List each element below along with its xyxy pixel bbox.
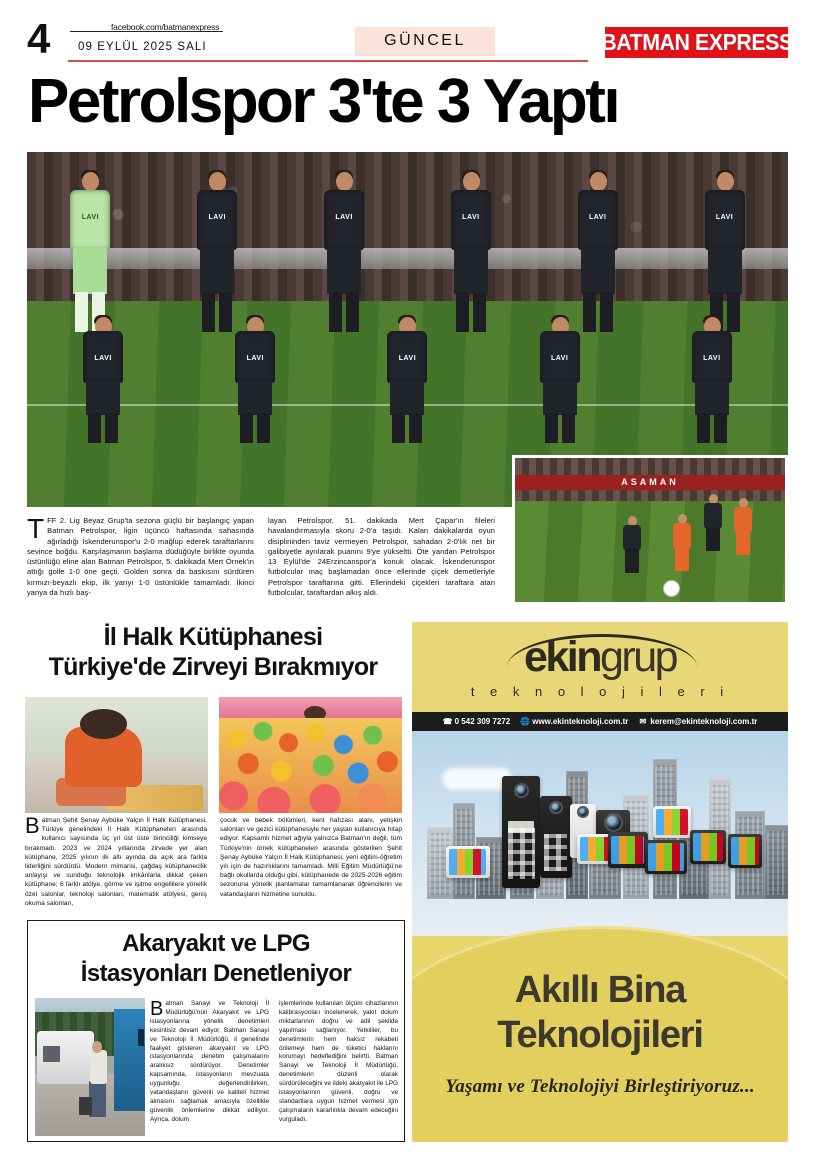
ad-contact-bar xyxy=(412,712,788,731)
inset-player-orange xyxy=(665,514,699,584)
ad-website[interactable] xyxy=(520,717,628,726)
ad-product-devices xyxy=(412,782,788,947)
library-headline-line-1: İl Halk Kütüphanesi xyxy=(103,623,323,651)
lpg-story-column-2 xyxy=(279,1000,398,1125)
lpg-story-photo xyxy=(35,998,145,1136)
lpg-story-paragraph xyxy=(150,1000,269,1125)
player-figure xyxy=(376,317,438,507)
indoor-monitor-device xyxy=(728,834,762,868)
ad-website-url: www.ekinteknoloji.com.tr xyxy=(532,717,629,726)
wall-touch-panel xyxy=(653,806,691,838)
ad-headline-line-2: Teknolojileri xyxy=(497,1014,703,1056)
lpg-story-text-1: atman Sanayi ve Teknoloji İl Müdürlüğü'nün Akaryakıt ve LPG istasyonlarına yönelik denetimleri kesintisiz devam ediyor. Batman Sanayi ve Teknoloji İl Müdürlüğü, il genelinde faaliyet gösteren akaryakıt ve LPG istasyonlarında denetim çalışmalarını aralıksız sürdürüyor. Denetimler kapsamında, istasyonların mevzuata uygunluğu değerlendirilirken, vatandaşların güvenli ve kaliteli hizmet almasını sağlamak amacıyla özellikle güvenlik önlemlerine dikkat ediliyor. Ayrıca, dolum xyxy=(150,1000,269,1123)
football-ball xyxy=(663,580,680,597)
lpg-headline-line-2: İstasyonları Denetleniyor xyxy=(80,960,352,987)
dropcap: B xyxy=(25,813,40,838)
ad-phone[interactable] xyxy=(443,717,511,726)
ad-brand-subtitle: t e k n o l o j i l e r i xyxy=(470,684,730,699)
camera-lens-icon xyxy=(551,803,561,813)
lpg-story-headline xyxy=(34,929,398,989)
camera-lens-icon xyxy=(606,815,621,830)
ad-brand-logo xyxy=(412,634,788,680)
ad-phone-number: 0 542 309 7272 xyxy=(454,717,511,726)
lead-story-photo xyxy=(27,152,788,507)
lpg-story-body xyxy=(150,1000,398,1125)
library-story-column-2 xyxy=(220,816,402,908)
player-figure xyxy=(72,317,134,507)
lead-story-column-2 xyxy=(268,516,495,598)
ad-email-address: kerem@ekinteknoloji.com.tr xyxy=(650,717,758,726)
dropcap: B xyxy=(150,998,164,1020)
lpg-story-column-1 xyxy=(150,1000,269,1125)
lead-story-body xyxy=(27,513,495,598)
lead-story-paragraph: layan Petrolspor, 51. dakikada Mert Çapar'ın fileleri havalandırmasıyla skoru 2-0'a taşıdı. Kalan dakikalarda oyun disiplininden taviz vermeyen Petrolspor, sahadan 2-0'lık net bir galibiyetle ayrılarak puanını 9'ye yükseltti. Öte yandan Petrolspor 13 Eylül'de 24Erzincanspor'a konuk olacak. İskenderunspor futbolcular maç başlamadan önce ellerinde çiçek demetleriyle Petrolspor taraftarına gitti. Ellerindeki çiçekleri taraftara atan futbolcular, taraftardan alkış aldı. xyxy=(268,516,495,598)
masthead xyxy=(0,0,815,70)
camera-lens-icon xyxy=(579,808,587,816)
lead-story-paragraph xyxy=(27,513,254,598)
indoor-monitor-device xyxy=(645,840,687,874)
envelope-icon: ✉ xyxy=(639,717,647,726)
phone-icon: ☎ xyxy=(442,717,453,726)
library-story-text-1: atman Şehit Şenay Aybüke Yalçın İl Halk Kütüphanesi, Türkiye genelindeki İl Halk Kütüphaneleri arasında kullanıcı sayısında üç yıl üst üste birinciliği kimseye bırakmadı. 2023 ve 2024 yıllarında zirvede yer alan kütüphane, 2025 yılının ilk altı ayında da açık ara farkla liderliğini sürdürdü. Modern mimarisi, çağdaş kütüphanecilik anlayışı ve sunduğu teknolojik imkânlarla dikkat çeken kütüphane; 6 farklı atölye, görme ve işitme engellilere yönelik özel salonlar, teknoloji salonları, matematik atölyesi, geniş okuma salonları, xyxy=(25,817,207,907)
section-title: GÜNCEL xyxy=(384,32,466,49)
player-figure xyxy=(224,317,286,507)
lpg-story-paragraph: işlemlerinde kullanılan ölçüm cihazlarının kalibrasyonları incelenerek, yakıt dolum miktarlarının doğru ve adil şekilde yapılması sağlanıyor. Yetkililer, bu denetimlerin hem haksız rekabeti önlemeyi hem de tüketici haklarını korumayı hedeflediğini belirtti. Batman Sanayi ve Teknoloji İl Müdürlüğü, denetimlerin düzenli olarak sürdürüleceğini ve ildeki akaryakıt ile LPG istasyonlarının güvenli, doğru ve standartlara uygun hizmet vermesi için çalışmaların kararlılıkla devam edeceğini vurguladı. xyxy=(279,1000,398,1123)
dropcap: T xyxy=(27,513,45,544)
page-number: 4 xyxy=(27,15,50,62)
keypad-buttons xyxy=(544,834,567,872)
library-headline-line-2: Türkiye'de Zirveyi Bırakmıyor xyxy=(48,653,378,681)
globe-icon: 🌐 xyxy=(520,717,531,726)
library-story-headline xyxy=(24,622,402,682)
advertisement-ekin-grup[interactable] xyxy=(412,622,788,1142)
library-photo-ball-pit xyxy=(219,697,402,813)
library-photo-child-playing xyxy=(25,697,208,813)
publication-date: 09 EYLÜL 2025 SALI xyxy=(78,41,207,53)
ad-logo-area xyxy=(412,622,788,708)
ad-email[interactable] xyxy=(638,717,757,726)
logo-express: EXPRESS xyxy=(694,29,793,55)
library-story-body xyxy=(25,813,402,908)
intercom-panel-device xyxy=(540,796,572,878)
indoor-monitor-device xyxy=(608,832,648,868)
keypad-buttons xyxy=(508,828,535,880)
desktop-tablet-device xyxy=(446,846,490,878)
inset-player-orange xyxy=(730,498,756,550)
facebook-url[interactable]: facebook.com/batmanexpress xyxy=(111,22,220,32)
library-story-column-1 xyxy=(25,813,207,908)
indoor-monitor-device xyxy=(690,830,726,864)
lpg-headline-line-1: Akaryakıt ve LPG xyxy=(122,930,310,957)
library-story-paragraph xyxy=(25,813,207,908)
camera-lens-icon xyxy=(516,785,527,796)
newspaper-logo-text xyxy=(601,29,793,56)
lead-story-inset-photo xyxy=(512,455,788,605)
newspaper-logo[interactable] xyxy=(600,27,793,58)
indoor-monitor-device xyxy=(577,834,611,864)
intercom-panel-device xyxy=(502,776,540,888)
library-story-photos xyxy=(25,697,402,813)
inset-player-dark xyxy=(615,516,649,584)
ad-brand-grup: grup xyxy=(599,633,677,681)
library-story-paragraph: çocuk ve bebek bölümleri, kent hafızası alanı, yetişkin salonları ve gezici kütüphanesiyle her yaştan kullanıcıya hitap ediyor. Kapsamlı hizmet ağıyla yalnızca Batman'ın değil, tüm Türkiye'nin örnek kütüphaneleri arasında gösterilen Şehit Şenay Aybüke Yalçın İl Halk Kütüphanesi, yeni eğitim-öğretim yılı için de hazırlıklarını tamamladı. Milli Eğitim Müdürlüğü'ne bağlı okullarda olduğu gibi, kütüphanede de 2025-2026 eğitim sezonuna yönelik planlamalar tamamlanarak öğrencilerin ve vatandaşların hizmetine sunuldu. xyxy=(220,817,402,898)
inset-player-dark xyxy=(701,494,725,542)
lead-story-column-1 xyxy=(27,513,254,598)
masthead-red-rule xyxy=(68,60,588,62)
ad-headline-line-1: Akıllı Bina xyxy=(514,969,686,1011)
ad-headline xyxy=(412,968,788,1058)
ad-slogan: Yaşamı ve Teknolojiyi Birleştiriyoruz... xyxy=(445,1076,755,1097)
lead-headline: Petrolspor 3'te 3 Yaptı xyxy=(28,67,619,136)
lead-story-text-1: FF 2. Lig Beyaz Grup'ta sezona güçlü bir başlangıç yapan Batman Petrolspor, ligin üçüncü haftasında sahasında ağırladığı İskenderunspor'u 2-0 mağlup ederek taraftarlarını sevince boğdu. Karşılaşmanın başlama düdüğüyle birlikte oyunda üstünlüğü eline alan Batman Petrolspor, 5. dakikada Mert Örnek'in attığı golle 1-0 öne geçti. Golden sonra da baskısını sürdüren kırmızı-beyazlı ekip, ilk yarıyı 1-0 üstünlükle tamamladı. İkinci yanya da hızlı baş- xyxy=(27,516,254,598)
logo-batman: BATMAN xyxy=(600,29,690,55)
ad-brand-ekin: ekin xyxy=(523,633,600,681)
inset-advertising-board: ASAMAN xyxy=(515,475,785,489)
